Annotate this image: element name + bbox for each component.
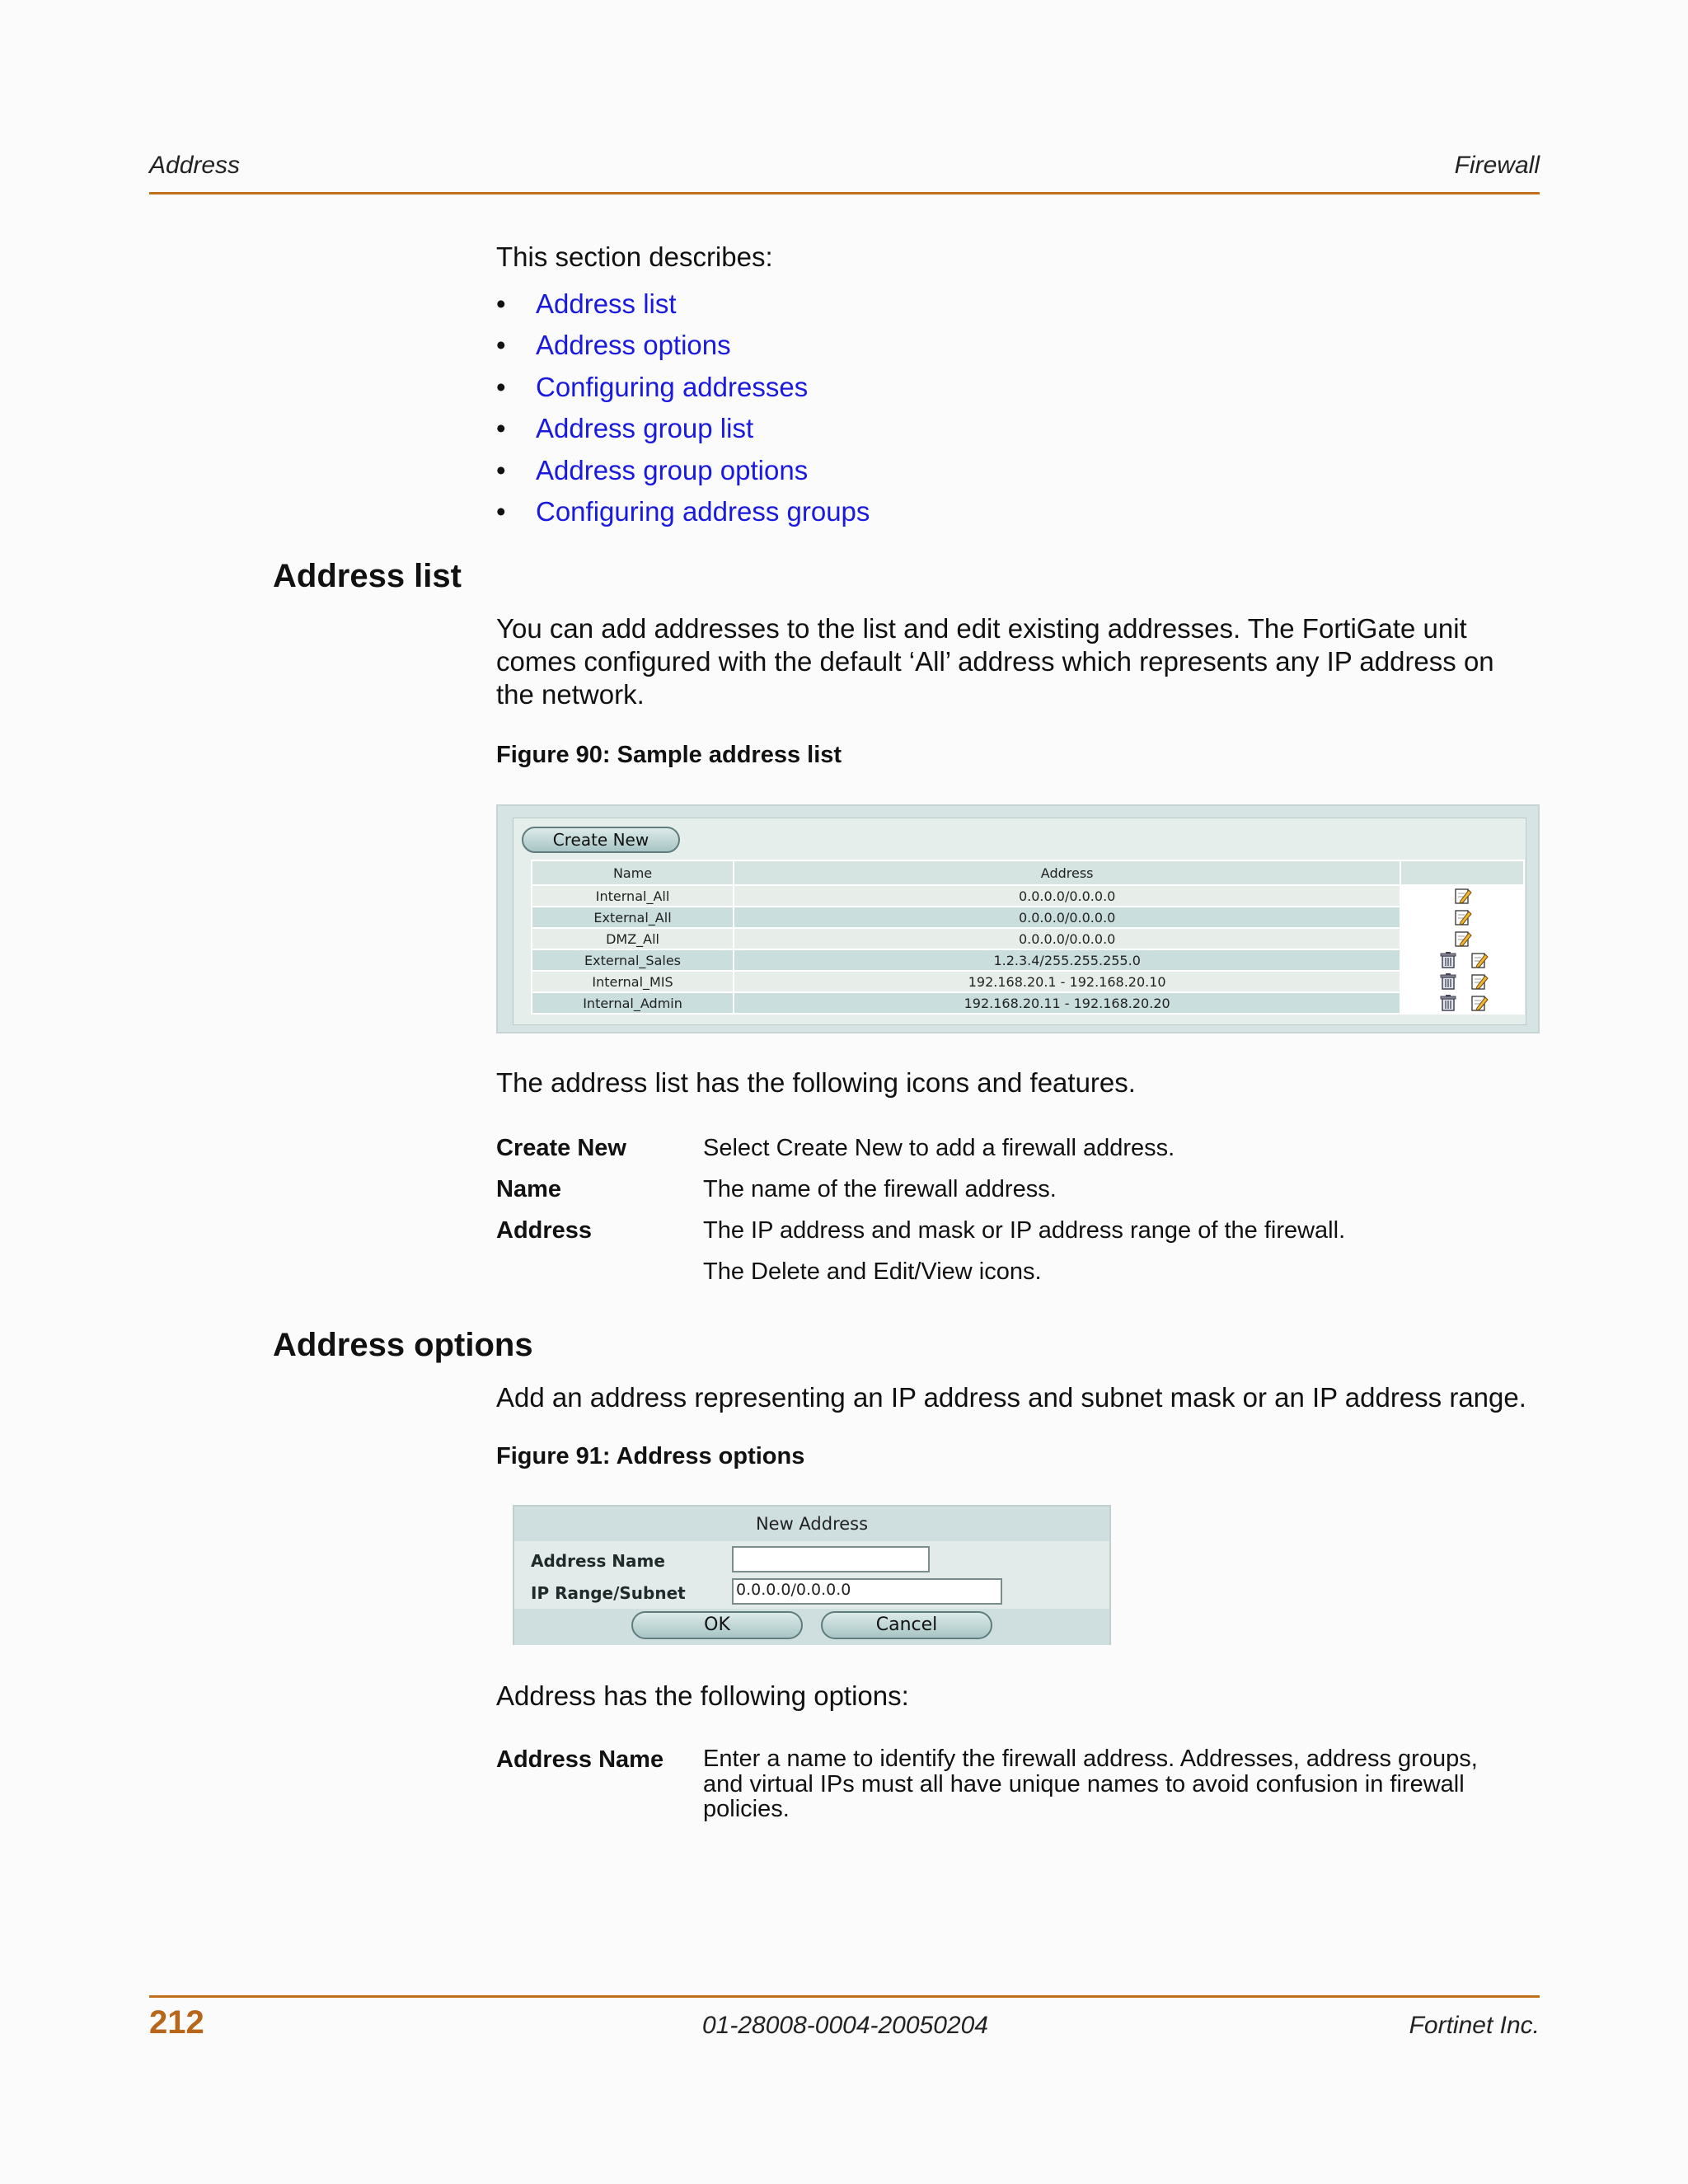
definition-desc-line: policies.: [703, 1796, 790, 1822]
address-name-cell: External_Sales: [532, 949, 734, 971]
create-new-button[interactable]: Create New: [522, 827, 680, 853]
actions-cell: [1400, 928, 1524, 949]
footer-rule: [149, 1995, 1540, 1998]
bullet-icon: •: [496, 413, 506, 444]
toc-link-address-options[interactable]: Address options: [536, 330, 731, 361]
actions-cell: [1400, 949, 1524, 971]
cancel-button[interactable]: Cancel: [821, 1611, 992, 1639]
address-value-cell: 192.168.20.1 - 192.168.20.10: [734, 971, 1400, 992]
edit-icon[interactable]: [1470, 951, 1489, 969]
ip-range-subnet-input[interactable]: 0.0.0.0/0.0.0.0: [732, 1578, 1002, 1605]
column-header-actions: [1400, 860, 1524, 885]
bullet-icon: •: [496, 371, 506, 402]
toc-item[interactable]: [496, 284, 870, 325]
header-rule: [149, 192, 1540, 194]
definition-term: Name: [496, 1176, 561, 1202]
delete-icon[interactable]: [1439, 994, 1457, 1012]
definition-desc: The IP address and mask or IP address range of the firewall.: [703, 1217, 1346, 1244]
section-heading-address-list: Address list: [273, 558, 462, 594]
paragraph-line: comes configured with the default ‘All’ address which represents any IP address on: [496, 646, 1494, 677]
definition-desc: The Delete and Edit/View icons.: [703, 1258, 1042, 1285]
edit-icon[interactable]: [1454, 908, 1472, 926]
running-header-right: Firewall: [1454, 152, 1540, 179]
address-name-input[interactable]: [732, 1546, 930, 1572]
bullet-icon: •: [496, 454, 506, 485]
table-row: [532, 971, 1524, 992]
toc-link-configuring-address-groups[interactable]: Configuring address groups: [536, 495, 870, 527]
toc-link-address-list[interactable]: Address list: [536, 288, 677, 319]
dialog-title: New Address: [514, 1507, 1109, 1541]
toc-item[interactable]: [496, 408, 870, 449]
address-value-cell: 192.168.20.11 - 192.168.20.20: [734, 992, 1400, 1014]
address-value-cell: 0.0.0.0/0.0.0.0: [734, 928, 1400, 949]
bullet-icon: •: [496, 495, 506, 527]
actions-cell: [1400, 885, 1524, 907]
delete-icon[interactable]: [1439, 951, 1457, 969]
bullet-icon: •: [496, 288, 506, 319]
bullet-icon: •: [496, 330, 506, 361]
column-header-name[interactable]: Name: [532, 860, 734, 885]
definition-term: Address: [496, 1217, 593, 1244]
toc-item[interactable]: [496, 450, 870, 491]
figure-90-address-list: [496, 804, 1540, 1033]
definition-desc-line: Enter a name to identify the firewall address. Addresses, address groups,: [703, 1746, 1478, 1772]
toc-item[interactable]: [496, 491, 870, 532]
definition-desc: Select Create New to add a firewall address.: [703, 1135, 1175, 1161]
running-header-left: Address: [149, 152, 241, 179]
section-heading-address-options: Address options: [273, 1327, 533, 1363]
toc-link-address-group-list[interactable]: Address group list: [536, 413, 754, 444]
ip-range-subnet-label: IP Range/Subnet: [531, 1583, 686, 1603]
address-name-cell: Internal_All: [532, 885, 734, 907]
address-name-cell: External_All: [532, 907, 734, 928]
edit-icon[interactable]: [1454, 887, 1472, 905]
address-name-cell: DMZ_All: [532, 928, 734, 949]
address-table-body: [532, 885, 1524, 1014]
toc-item[interactable]: [496, 325, 870, 366]
paragraph-line: the network.: [496, 679, 645, 710]
company-name: Fortinet Inc.: [1409, 2012, 1540, 2039]
figure-91-new-address-dialog: [513, 1505, 1111, 1645]
address-list-features-text: The address list has the following icons and features.: [496, 1067, 1136, 1098]
page-number: 212: [149, 2004, 204, 2041]
ok-button[interactable]: OK: [631, 1611, 803, 1639]
actions-cell: [1400, 907, 1524, 928]
address-value-cell: 0.0.0.0/0.0.0.0: [734, 907, 1400, 928]
address-value-cell: 0.0.0.0/0.0.0.0: [734, 885, 1400, 907]
table-row: [532, 992, 1524, 1014]
actions-cell: [1400, 992, 1524, 1014]
definition-desc: [703, 1746, 1478, 1822]
definition-desc-line: and virtual IPs must all have unique names to avoid confusion in firewall: [703, 1770, 1465, 1797]
toc-item[interactable]: [496, 367, 870, 408]
actions-cell: [1400, 971, 1524, 992]
edit-icon[interactable]: [1470, 972, 1489, 991]
dialog-footer: [514, 1609, 1109, 1645]
document-id: 01-28008-0004-20050204: [702, 2012, 988, 2039]
figure-91-caption: Figure 91: Address options: [496, 1443, 805, 1469]
toc-list: [496, 284, 870, 532]
intro-text: This section describes:: [496, 241, 773, 272]
toc-link-configuring-addresses[interactable]: Configuring addresses: [536, 371, 809, 402]
address-options-intro-text: Address has the following options:: [496, 1680, 909, 1711]
table-row: [532, 885, 1524, 907]
address-table: [531, 860, 1525, 1015]
address-name-label: Address Name: [531, 1551, 665, 1571]
figure-90-caption: Figure 90: Sample address list: [496, 742, 842, 768]
table-row: [532, 949, 1524, 971]
address-options-paragraph: Add an address representing an IP address and subnet mask or an IP address range.: [496, 1382, 1526, 1413]
delete-icon[interactable]: [1439, 972, 1457, 991]
edit-icon[interactable]: [1454, 930, 1472, 948]
toc-link-address-group-options[interactable]: Address group options: [536, 454, 809, 485]
column-header-address[interactable]: Address: [734, 860, 1400, 885]
definition-term: Create New: [496, 1135, 626, 1161]
table-row: [532, 907, 1524, 928]
address-list-paragraph: [496, 612, 1494, 711]
definition-desc: The name of the firewall address.: [703, 1176, 1057, 1202]
paragraph-line: You can add addresses to the list and edit existing addresses. The FortiGate unit: [496, 613, 1467, 644]
edit-icon[interactable]: [1470, 994, 1489, 1012]
definition-term: Address Name: [496, 1746, 664, 1773]
address-name-cell: Internal_Admin: [532, 992, 734, 1014]
table-row: [532, 928, 1524, 949]
address-name-cell: Internal_MIS: [532, 971, 734, 992]
address-list-panel: [513, 818, 1526, 1025]
address-value-cell: 1.2.3.4/255.255.255.0: [734, 949, 1400, 971]
